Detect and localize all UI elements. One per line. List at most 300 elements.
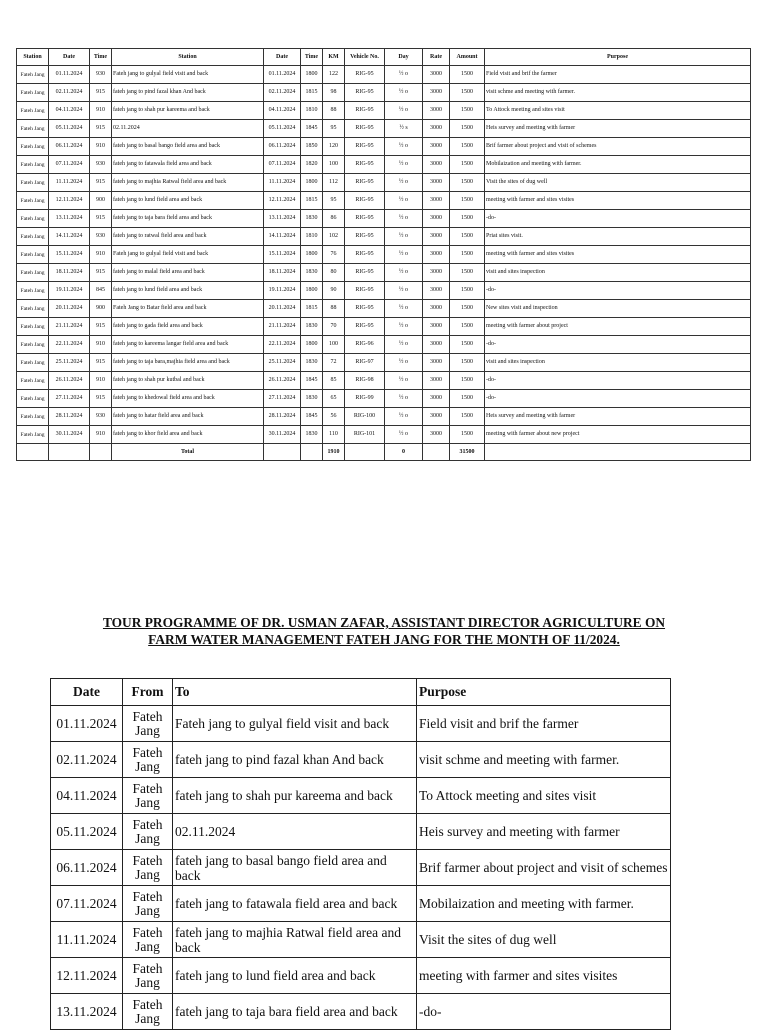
table-row (17, 300, 751, 318)
log-cell-km: 98 (323, 84, 345, 102)
programme-cell-purpose: -do- (417, 994, 671, 1030)
log-cell-return-date: 01.11.2024 (264, 66, 301, 84)
log-cell-day: ½ o (385, 426, 423, 444)
programme-cell-purpose: visit schme and meeting with farmer. (417, 742, 671, 778)
tour-programme-table (50, 678, 671, 1030)
log-cell-amount: 1500 (450, 174, 485, 192)
programme-cell-purpose: Brif farmer about project and visit of schemes (417, 850, 671, 886)
log-cell-purpose: -do- (485, 372, 751, 390)
log-header-time: Time (90, 49, 112, 66)
table-row (17, 102, 751, 120)
log-cell-time: 915 (90, 174, 112, 192)
log-cell-date: 04.11.2024 (49, 102, 90, 120)
log-header-amount: Amount (450, 49, 485, 66)
table-row (17, 318, 751, 336)
log-cell-route: fateh jang to taja bara field area and back (112, 210, 264, 228)
programme-cell-from: Fateh Jang (123, 958, 173, 994)
log-cell-km: 70 (323, 318, 345, 336)
log-cell-station: Fateh Jang (17, 84, 49, 102)
log-cell-km: 56 (323, 408, 345, 426)
log-cell-day: ½ o (385, 192, 423, 210)
log-cell-time: 910 (90, 372, 112, 390)
log-cell-return-date: 11.11.2024 (264, 174, 301, 192)
programme-cell-to: fateh jang to taja bara field area and back (173, 994, 417, 1030)
total-day: 0 (385, 444, 423, 461)
log-cell-return-date: 15.11.2024 (264, 246, 301, 264)
programme-cell-from: Fateh Jang (123, 706, 173, 742)
log-cell-day: ½ o (385, 102, 423, 120)
log-header-return-date: Date (264, 49, 301, 66)
log-cell-return-date: 12.11.2024 (264, 192, 301, 210)
log-cell-km: 100 (323, 156, 345, 174)
programme-cell-purpose: meeting with farmer and sites visites (417, 958, 671, 994)
table-row (17, 156, 751, 174)
total-km: 1910 (323, 444, 345, 461)
log-cell-date: 12.11.2024 (49, 192, 90, 210)
programme-cell-date: 12.11.2024 (51, 958, 123, 994)
table-row (17, 408, 751, 426)
log-cell-day: ½ o (385, 264, 423, 282)
log-cell-amount: 1500 (450, 138, 485, 156)
log-cell-return-date: 21.11.2024 (264, 318, 301, 336)
programme-cell-to: Fateh jang to gulyal field visit and back (173, 706, 417, 742)
programme-cell-date: 06.11.2024 (51, 850, 123, 886)
log-cell-station: Fateh Jang (17, 354, 49, 372)
log-cell-vehicle-no: RIG-98 (345, 372, 385, 390)
log-cell-return-time: 1830 (301, 264, 323, 282)
log-cell-station: Fateh Jang (17, 246, 49, 264)
table-row (51, 958, 671, 994)
log-cell-rate: 3000 (423, 282, 450, 300)
programme-cell-to: fateh jang to fatawala field area and back (173, 886, 417, 922)
programme-cell-date: 05.11.2024 (51, 814, 123, 850)
log-cell-station: Fateh Jang (17, 192, 49, 210)
log-cell-rate: 3000 (423, 336, 450, 354)
log-cell-purpose: -do- (485, 210, 751, 228)
programme-cell-from: Fateh Jang (123, 778, 173, 814)
log-cell-date: 15.11.2024 (49, 246, 90, 264)
log-cell-day: ½ o (385, 174, 423, 192)
travel-log-table (16, 48, 751, 461)
programme-cell-to: 02.11.2024 (173, 814, 417, 850)
log-cell-vehicle-no: RIG-95 (345, 210, 385, 228)
log-cell-time: 915 (90, 210, 112, 228)
log-cell-purpose: meeting with farmer about project (485, 318, 751, 336)
log-cell-route: fateh jang to majhia Ratwal field area and back (112, 174, 264, 192)
log-cell-amount: 1500 (450, 426, 485, 444)
log-cell-return-time: 1815 (301, 84, 323, 102)
programme-cell-purpose: Field visit and brif the farmer (417, 706, 671, 742)
log-cell-rate: 3000 (423, 138, 450, 156)
log-cell-return-time: 1830 (301, 318, 323, 336)
log-cell-purpose: Field visit and brif the farmer (485, 66, 751, 84)
table-row (51, 706, 671, 742)
total-amount: 31500 (450, 444, 485, 461)
log-cell-day: ½ s (385, 120, 423, 138)
log-cell-km: 85 (323, 372, 345, 390)
log-cell-date: 07.11.2024 (49, 156, 90, 174)
log-cell-rate: 3000 (423, 210, 450, 228)
log-cell-date: 30.11.2024 (49, 426, 90, 444)
log-header-purpose: Purpose (485, 49, 751, 66)
log-cell-amount: 1500 (450, 84, 485, 102)
log-cell-return-time: 1850 (301, 138, 323, 156)
log-cell-return-date: 22.11.2024 (264, 336, 301, 354)
log-cell-km: 86 (323, 210, 345, 228)
log-cell-purpose: visit and sites inspection (485, 264, 751, 282)
log-cell-km: 122 (323, 66, 345, 84)
log-cell-station: Fateh Jang (17, 210, 49, 228)
log-cell-purpose: Heis survey and meeting with farmer (485, 408, 751, 426)
log-cell-vehicle-no: RIG-95 (345, 228, 385, 246)
log-cell-return-time: 1815 (301, 192, 323, 210)
log-cell-route: fateh jang to pind fazal khan And back (112, 84, 264, 102)
log-cell-rate: 3000 (423, 426, 450, 444)
log-cell-date: 20.11.2024 (49, 300, 90, 318)
programme-header-row (51, 679, 671, 706)
title-line-1: TOUR PROGRAMME OF DR. USMAN ZAFAR, ASSISTANT DIRECTOR AGRICULTURE ON (102, 615, 666, 630)
log-cell-route: fateh jang to lund field area and back (112, 282, 264, 300)
table-row (17, 372, 751, 390)
log-cell-km: 112 (323, 174, 345, 192)
log-cell-vehicle-no: RIG-95 (345, 84, 385, 102)
table-row (17, 390, 751, 408)
log-cell-km: 102 (323, 228, 345, 246)
log-cell-return-time: 1800 (301, 246, 323, 264)
log-cell-rate: 3000 (423, 192, 450, 210)
log-cell-time: 930 (90, 66, 112, 84)
log-cell-date: 21.11.2024 (49, 318, 90, 336)
log-header-return-time: Time (301, 49, 323, 66)
programme-cell-date: 11.11.2024 (51, 922, 123, 958)
table-row (51, 994, 671, 1030)
log-cell-time: 845 (90, 282, 112, 300)
log-cell-purpose: Visit the sites of dug well (485, 174, 751, 192)
log-cell-purpose: -do- (485, 336, 751, 354)
log-header-vehicle-no: Vehicle No. (345, 49, 385, 66)
log-cell-station: Fateh Jang (17, 264, 49, 282)
log-cell-return-date: 04.11.2024 (264, 102, 301, 120)
log-cell-time: 910 (90, 246, 112, 264)
log-cell-time: 915 (90, 318, 112, 336)
programme-cell-to: fateh jang to shah pur kareema and back (173, 778, 417, 814)
log-cell-km: 95 (323, 192, 345, 210)
log-cell-route: fateh jang to lund field area and back (112, 192, 264, 210)
log-cell-day: ½ o (385, 138, 423, 156)
log-cell-rate: 3000 (423, 120, 450, 138)
log-cell-date: 27.11.2024 (49, 390, 90, 408)
log-cell-amount: 1500 (450, 228, 485, 246)
log-cell-amount: 1500 (450, 408, 485, 426)
log-cell-vehicle-no: RIG-95 (345, 282, 385, 300)
table-row (17, 246, 751, 264)
log-cell-day: ½ o (385, 156, 423, 174)
log-cell-station: Fateh Jang (17, 138, 49, 156)
log-cell-km: 110 (323, 426, 345, 444)
log-cell-amount: 1500 (450, 66, 485, 84)
log-cell-date: 11.11.2024 (49, 174, 90, 192)
log-cell-amount: 1500 (450, 246, 485, 264)
log-cell-time: 900 (90, 300, 112, 318)
log-cell-return-time: 1845 (301, 408, 323, 426)
programme-cell-purpose: To Attock meeting and sites visit (417, 778, 671, 814)
log-cell-return-date: 30.11.2024 (264, 426, 301, 444)
log-cell-km: 72 (323, 354, 345, 372)
table-row (17, 210, 751, 228)
log-cell-vehicle-no: RIG-99 (345, 390, 385, 408)
log-cell-vehicle-no: RIG-101 (345, 426, 385, 444)
log-cell-day: ½ o (385, 246, 423, 264)
log-cell-return-time: 1830 (301, 390, 323, 408)
programme-header-purpose: Purpose (417, 679, 671, 706)
table-row (17, 66, 751, 84)
log-cell-return-time: 1845 (301, 120, 323, 138)
log-cell-date: 02.11.2024 (49, 84, 90, 102)
log-cell-day: ½ o (385, 354, 423, 372)
log-cell-time: 910 (90, 102, 112, 120)
log-cell-vehicle-no: RIG-96 (345, 336, 385, 354)
log-cell-day: ½ o (385, 84, 423, 102)
table-row (17, 174, 751, 192)
log-cell-purpose: Priat sites visit. (485, 228, 751, 246)
log-cell-return-time: 1820 (301, 156, 323, 174)
log-cell-return-date: 13.11.2024 (264, 210, 301, 228)
log-cell-day: ½ o (385, 318, 423, 336)
log-header-km: KM (323, 49, 345, 66)
log-header-date: Date (49, 49, 90, 66)
table-row (17, 282, 751, 300)
log-cell-amount: 1500 (450, 156, 485, 174)
log-cell-rate: 3000 (423, 300, 450, 318)
log-cell-day: ½ o (385, 300, 423, 318)
log-cell-purpose: -do- (485, 282, 751, 300)
log-cell-route: Fateh jang to gulyal field visit and back (112, 66, 264, 84)
programme-cell-from: Fateh Jang (123, 994, 173, 1030)
log-cell-amount: 1500 (450, 336, 485, 354)
log-cell-vehicle-no: RIG-95 (345, 174, 385, 192)
log-cell-purpose: New sites visit and inspection (485, 300, 751, 318)
programme-cell-from: Fateh Jang (123, 886, 173, 922)
log-cell-date: 14.11.2024 (49, 228, 90, 246)
log-cell-route: fateh jang to khor field area and back (112, 426, 264, 444)
log-cell-rate: 3000 (423, 156, 450, 174)
log-cell-route: fateh jang to gada field area and back (112, 318, 264, 336)
log-cell-vehicle-no: RIG-95 (345, 264, 385, 282)
log-cell-return-date: 26.11.2024 (264, 372, 301, 390)
log-cell-km: 80 (323, 264, 345, 282)
log-cell-rate: 3000 (423, 246, 450, 264)
log-header-rate: Rate (423, 49, 450, 66)
log-cell-station: Fateh Jang (17, 66, 49, 84)
programme-header-from: From (123, 679, 173, 706)
log-cell-day: ½ o (385, 408, 423, 426)
log-cell-route: Fateh Jang to Batar field area and back (112, 300, 264, 318)
programme-cell-date: 02.11.2024 (51, 742, 123, 778)
log-cell-route: Fateh jang to gulyal field visit and back (112, 246, 264, 264)
log-cell-date: 22.11.2024 (49, 336, 90, 354)
log-cell-day: ½ o (385, 210, 423, 228)
log-cell-route: fateh jang to taja bara,majhia field area and back (112, 354, 264, 372)
log-cell-day: ½ o (385, 390, 423, 408)
log-cell-vehicle-no: RIG-95 (345, 318, 385, 336)
log-cell-station: Fateh Jang (17, 228, 49, 246)
log-cell-station: Fateh Jang (17, 174, 49, 192)
log-cell-route: fateh jang to kareema langar field area and back (112, 336, 264, 354)
log-cell-date: 06.11.2024 (49, 138, 90, 156)
programme-cell-from: Fateh Jang (123, 814, 173, 850)
log-header-row (17, 49, 751, 66)
table-row (17, 138, 751, 156)
programme-cell-to: fateh jang to majhia Ratwal field area and back (173, 922, 417, 958)
log-cell-day: ½ o (385, 336, 423, 354)
programme-cell-purpose: Mobilaization and meeting with farmer. (417, 886, 671, 922)
log-cell-date: 05.11.2024 (49, 120, 90, 138)
log-cell-purpose: visit and sites inspection (485, 354, 751, 372)
log-cell-rate: 3000 (423, 318, 450, 336)
log-cell-rate: 3000 (423, 372, 450, 390)
log-cell-time: 900 (90, 192, 112, 210)
log-cell-time: 930 (90, 228, 112, 246)
log-cell-purpose: meeting with farmer and sites visites (485, 246, 751, 264)
programme-cell-from: Fateh Jang (123, 922, 173, 958)
total-label: Total (112, 444, 264, 461)
log-cell-rate: 3000 (423, 102, 450, 120)
log-cell-return-time: 1800 (301, 282, 323, 300)
log-cell-amount: 1500 (450, 210, 485, 228)
log-cell-return-date: 14.11.2024 (264, 228, 301, 246)
log-cell-rate: 3000 (423, 390, 450, 408)
log-cell-station: Fateh Jang (17, 390, 49, 408)
log-cell-station: Fateh Jang (17, 318, 49, 336)
log-cell-date: 25.11.2024 (49, 354, 90, 372)
log-cell-km: 88 (323, 102, 345, 120)
table-row (51, 778, 671, 814)
log-cell-date: 01.11.2024 (49, 66, 90, 84)
log-cell-date: 18.11.2024 (49, 264, 90, 282)
programme-cell-purpose: Visit the sites of dug well (417, 922, 671, 958)
programme-cell-to: fateh jang to lund field area and back (173, 958, 417, 994)
log-cell-station: Fateh Jang (17, 282, 49, 300)
log-cell-rate: 3000 (423, 66, 450, 84)
log-cell-time: 915 (90, 354, 112, 372)
log-cell-return-date: 20.11.2024 (264, 300, 301, 318)
log-cell-km: 120 (323, 138, 345, 156)
log-cell-km: 76 (323, 246, 345, 264)
log-header-day: Day (385, 49, 423, 66)
table-row (17, 192, 751, 210)
table-row (51, 886, 671, 922)
log-cell-purpose: visit schme and meeting with farmer. (485, 84, 751, 102)
log-cell-return-date: 07.11.2024 (264, 156, 301, 174)
log-cell-km: 88 (323, 300, 345, 318)
programme-cell-date: 07.11.2024 (51, 886, 123, 922)
log-cell-return-time: 1830 (301, 426, 323, 444)
log-cell-day: ½ o (385, 282, 423, 300)
log-cell-station: Fateh Jang (17, 408, 49, 426)
log-cell-km: 95 (323, 120, 345, 138)
log-cell-vehicle-no: RIG-95 (345, 300, 385, 318)
log-cell-vehicle-no: RIG-100 (345, 408, 385, 426)
log-cell-km: 65 (323, 390, 345, 408)
log-cell-return-time: 1800 (301, 66, 323, 84)
log-cell-return-time: 1845 (301, 372, 323, 390)
log-cell-route: fateh jang to shah pur kutbal and back (112, 372, 264, 390)
programme-cell-date: 04.11.2024 (51, 778, 123, 814)
log-cell-vehicle-no: RIG-97 (345, 354, 385, 372)
log-cell-route: fateh jang to khedowal field area and back (112, 390, 264, 408)
log-cell-date: 26.11.2024 (49, 372, 90, 390)
log-cell-amount: 1500 (450, 354, 485, 372)
log-cell-purpose: meeting with farmer and sites visites (485, 192, 751, 210)
log-cell-route: 02.11.2024 (112, 120, 264, 138)
log-cell-return-time: 1800 (301, 336, 323, 354)
log-cell-amount: 1500 (450, 264, 485, 282)
log-cell-return-date: 19.11.2024 (264, 282, 301, 300)
log-cell-amount: 1500 (450, 282, 485, 300)
log-cell-return-date: 18.11.2024 (264, 264, 301, 282)
log-cell-route: fateh jang to fatawala field area and back (112, 156, 264, 174)
log-cell-return-time: 1830 (301, 210, 323, 228)
programme-cell-date: 13.11.2024 (51, 994, 123, 1030)
log-cell-station: Fateh Jang (17, 156, 49, 174)
log-cell-time: 915 (90, 84, 112, 102)
table-row (51, 922, 671, 958)
table-row (17, 336, 751, 354)
log-cell-rate: 3000 (423, 264, 450, 282)
log-cell-purpose: Mobilaization and meeting with farmer. (485, 156, 751, 174)
table-row (51, 742, 671, 778)
log-cell-time: 915 (90, 264, 112, 282)
log-cell-vehicle-no: RIG-95 (345, 102, 385, 120)
table-row (17, 228, 751, 246)
programme-cell-from: Fateh Jang (123, 850, 173, 886)
log-cell-route: fateh jang to ratwal field area and back (112, 228, 264, 246)
log-cell-date: 19.11.2024 (49, 282, 90, 300)
log-cell-rate: 3000 (423, 84, 450, 102)
programme-cell-to: fateh jang to basal bango field area and back (173, 850, 417, 886)
log-cell-amount: 1500 (450, 372, 485, 390)
log-cell-purpose: meeting with farmer about new project (485, 426, 751, 444)
log-cell-return-time: 1815 (301, 300, 323, 318)
log-cell-day: ½ o (385, 372, 423, 390)
table-row (17, 264, 751, 282)
log-cell-time: 930 (90, 408, 112, 426)
log-cell-rate: 3000 (423, 228, 450, 246)
log-cell-rate: 3000 (423, 174, 450, 192)
log-cell-time: 910 (90, 138, 112, 156)
programme-cell-purpose: Heis survey and meeting with farmer (417, 814, 671, 850)
log-cell-vehicle-no: RIG-95 (345, 138, 385, 156)
programme-header-date: Date (51, 679, 123, 706)
log-header-route: Station (112, 49, 264, 66)
log-cell-return-date: 06.11.2024 (264, 138, 301, 156)
log-cell-return-date: 27.11.2024 (264, 390, 301, 408)
log-cell-route: fateh jang to hatar field area and back (112, 408, 264, 426)
log-cell-return-time: 1830 (301, 354, 323, 372)
log-cell-rate: 3000 (423, 408, 450, 426)
log-cell-amount: 1500 (450, 390, 485, 408)
log-cell-time: 930 (90, 156, 112, 174)
title-line-2: FARM WATER MANAGEMENT FATEH JANG FOR THE MONTH OF 11/2024. (148, 632, 620, 647)
table-row (17, 426, 751, 444)
log-cell-return-time: 1810 (301, 102, 323, 120)
log-cell-time: 915 (90, 120, 112, 138)
log-cell-vehicle-no: RIG-95 (345, 192, 385, 210)
table-row (17, 84, 751, 102)
log-cell-station: Fateh Jang (17, 426, 49, 444)
table-row (17, 120, 751, 138)
log-cell-return-time: 1800 (301, 174, 323, 192)
